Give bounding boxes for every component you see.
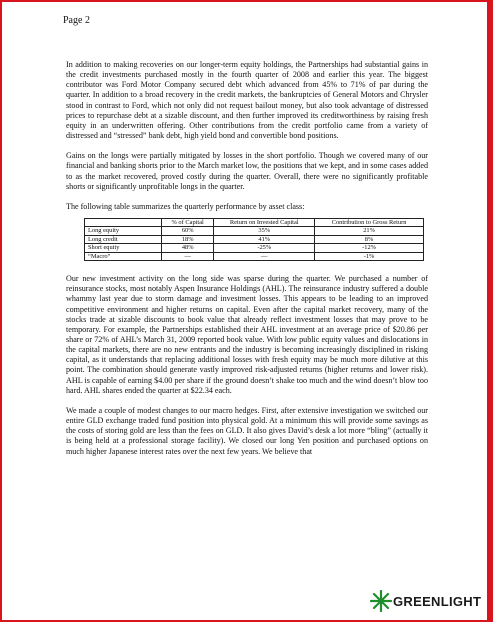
paragraph-macro-hedges: We made a couple of modest changes to our macro hedges. First, after extensive investigation we switched our entire GLD exchange traded fund position into physical gold. At a minimum this will provide some savings as the costs of storing gold are less than the fees on GLD. It also gives David’s desk a lot more “bling” (actually it is being held at a professional storage facility). We closed our long Yen position and purchased options on much higher Japanese interest rates over the next few years. We believe that [66,405,428,456]
table-cell: -12% [315,244,424,252]
table-cell: 21% [315,227,424,235]
table-header-cell: Contribution to Gross Return [315,219,424,227]
table-cell: Long equity [85,227,162,235]
table-row [85,235,424,243]
table-row [85,227,424,235]
table-cell: 18% [162,235,214,243]
table-cell: Short equity [85,244,162,252]
performance-table [84,218,424,261]
table-cell: — [162,252,214,260]
table-cell: 35% [214,227,315,235]
table-header-cell [85,219,162,227]
table-cell: 48% [162,244,214,252]
table-cell: -25% [214,244,315,252]
table-cell: 41% [214,235,315,243]
paragraph-credit-gains: In addition to making recoveries on our longer-term equity holdings, the Partnerships had substantial gains in the credit investments purchased mostly in the fourth quarter of 2008 and earlier this year. The biggest contributor was Ford Motor Company secured debt which advanced from 45% to 71% of par during the quarter. In addition to a broad recovery in the credit markets, the bankruptcies of General Motors and Chrysler stood in contrast to Ford, which not only did not request bailout money, but also took advantage of distressed prices to repurchase debt at a sizable discount, and then further improved its creditworthiness by raising fresh equity in an underwritten offering. Other contributions from the credit portfolio came from a variety of distressed and “stressed” bank debt, high yield bond and convertible bond positions. [66,60,428,141]
page-number: Page 2 [63,15,90,26]
table-cell: — [214,252,315,260]
table-header-cell: Return on Invested Capital [214,219,315,227]
paragraph-reinsurance: Our new investment activity on the long side was sparse during the quarter. We purchased a number of reinsurance stocks, most notably Aspen Insurance Holdings (AHL). The reinsurance industry suffered a double whammy last year due to storm damage and investment losses. This appears to be leading to an improved competitive environment and higher returns on capital. Even after the capital market recovery, many of the stocks trade at sizable discounts to book value that already reflect investment losses that may prove to be temporary. For example, the Partnerships established their AHL investment at an average price of $20.86 per share or 72% of AHL’s March 31, 2009 reported book value. With low public equity values and dislocations in the capital markets, there are no new entrants and the industry is becoming increasingly disciplined in risking capital, as it understands that replacing additional losses with fresh equity may be much more dilutive at this point. The combination should generate vastly improved risk-adjusted returns (higher returns and lower risk). AHL is capable of earning $4.00 per share if the ground doesn’t shake too much and the wind doesn’t blow too hard. AHL shares ended the quarter at $22.34 each. [66,274,428,395]
table-cell: -1% [315,252,424,260]
paragraph-short-losses: Gains on the longs were partially mitigated by losses in the short portfolio. Though we covered many of our financial and banking shorts prior to the March market low, the positions that we kept, and in some cases added to as the market recovered, proved costly during the quarter. Overall, there were no significantly profitable shorts or significantly unprofitable longs in the quarter. [66,151,428,191]
table-cell: “Macro” [85,252,162,260]
logo-text: GREENLIGHT [393,593,482,609]
table-row [85,244,424,252]
greenlight-logo [370,590,481,612]
letter-body [66,60,428,467]
table-cell: 8% [315,235,424,243]
green-star-burst-icon [370,590,392,612]
paragraph-table-intro: The following table summarizes the quarterly performance by asset class: [66,201,305,211]
table-header-cell: % of Capital [162,219,214,227]
table-cell: 60% [162,227,214,235]
table-row [85,252,424,260]
table-cell: Long credit [85,235,162,243]
table-header-row [85,219,424,227]
